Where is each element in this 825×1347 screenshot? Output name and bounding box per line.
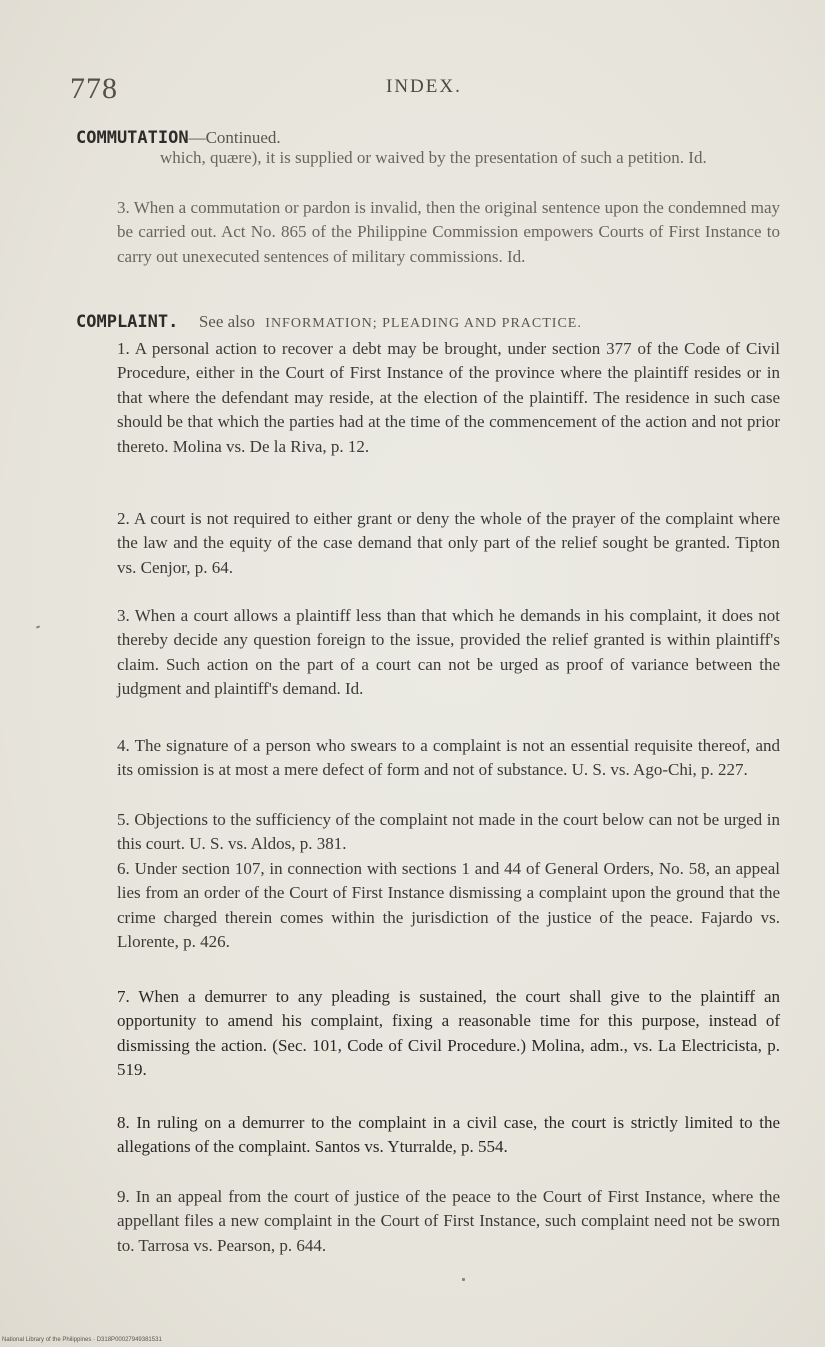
paper-speck — [36, 625, 40, 628]
commutation-heading-text: COMMUTATION — [76, 128, 189, 148]
complaint-heading-text: COMPLAINT. — [76, 312, 179, 332]
paper-speck — [462, 1278, 465, 1281]
see-also-label: See also — [198, 312, 256, 331]
complaint-para-9: 9. In an appeal from the court of justice of the peace to the Court of First Instance, where the appellant files a new complaint in the Court of First Instance, such complaint need not be sworn to. Tarrosa vs. Pearson, p. 644. — [117, 1187, 780, 1255]
complaint-para-8: 8. In ruling on a demurrer to the complaint in a civil case, the court is strictly limited to the allegations of the complaint. Santos vs. Yturralde, p. 554. — [117, 1113, 780, 1157]
complaint-para-3: 3. When a court allows a plaintiff less than that which he demands in his complaint, it does not thereby decide any question foreign to the issue, provided the relief granted is within plaintiff's claim. Such action on the part of a court can not be urged as proof of variance between the judgment and plaintiff's demand. Id. — [117, 606, 780, 699]
commutation-heading — [76, 128, 281, 148]
complaint-para-7: 7. When a demurrer to any pleading is sustained, the court shall give to the plaintiff an opportunity to amend his complaint, fixing a reasonable time for this purpose, instead of dismissing the action. (Sec. 101, Code of Civil Procedure.) Molina, adm., vs. La Electricista, p. 519. — [117, 987, 780, 1080]
complaint-para-6: 6. Under section 107, in connection with sections 1 and 44 of General Orders, No. 58, an appeal lies from an order of the Court of First Instance dismissing a complaint upon the ground that the crime charged therein comes within the jurisdiction of the justice of the peace. Fajardo vs. Llorente, p. 426. — [117, 859, 780, 952]
commutation-para-3 — [117, 196, 780, 269]
commutation-para-continued: which, quære), it is supplied or waived by the presentation of such a petition. Id. — [160, 148, 707, 167]
complaint-para-5: 5. Objections to the sufficiency of the complaint not made in the court below can not be urged in this court. U. S. vs. Aldos, p. 381. — [117, 810, 780, 854]
complaint-heading — [76, 312, 582, 332]
complaint-para-4: 4. The signature of a person who swears to a complaint is not an essential requisite thereof, and its omission is at most a mere defect of form and not of substance. U. S. vs. Ago-Chi, p. 227. — [117, 736, 780, 780]
complaint-para-1: 1. A personal action to recover a debt may be brought, under section 377 of the Code of Civil Procedure, either in the Court of First Instance of the province where the plaintiff resides or in that where the defendant may reside, at the election of the plaintiff. The residence in such case should be that which the parties had at the time of the commencement of the action and not prior thereto. Molina vs. De la Riva, p. 12. — [117, 339, 780, 456]
continued-label: —Continued. — [188, 128, 281, 147]
complaint-para-2: 2. A court is not required to either grant or deny the whole of the prayer of the complaint where the law and the equity of the case demand that only part of the relief sought be granted. Tipton vs. Cenjor, p. 64. — [117, 509, 780, 577]
page-number: 778 — [70, 72, 118, 105]
commutation-para-3-text: 3. When a commutation or pardon is invalid, then the original sentence upon the condemned may be carried out. Act No. 865 of the Philippine Commission empowers Courts of First Instance to carry out unexecuted sentences of military commissions. Id. — [117, 198, 780, 266]
scan-footer: National Library of the Philippines · D318P00027949381531 — [2, 1337, 162, 1343]
running-head: INDEX. — [386, 76, 462, 97]
see-also-targets: INFORMATION; PLEADING AND PRACTICE. — [265, 316, 582, 331]
